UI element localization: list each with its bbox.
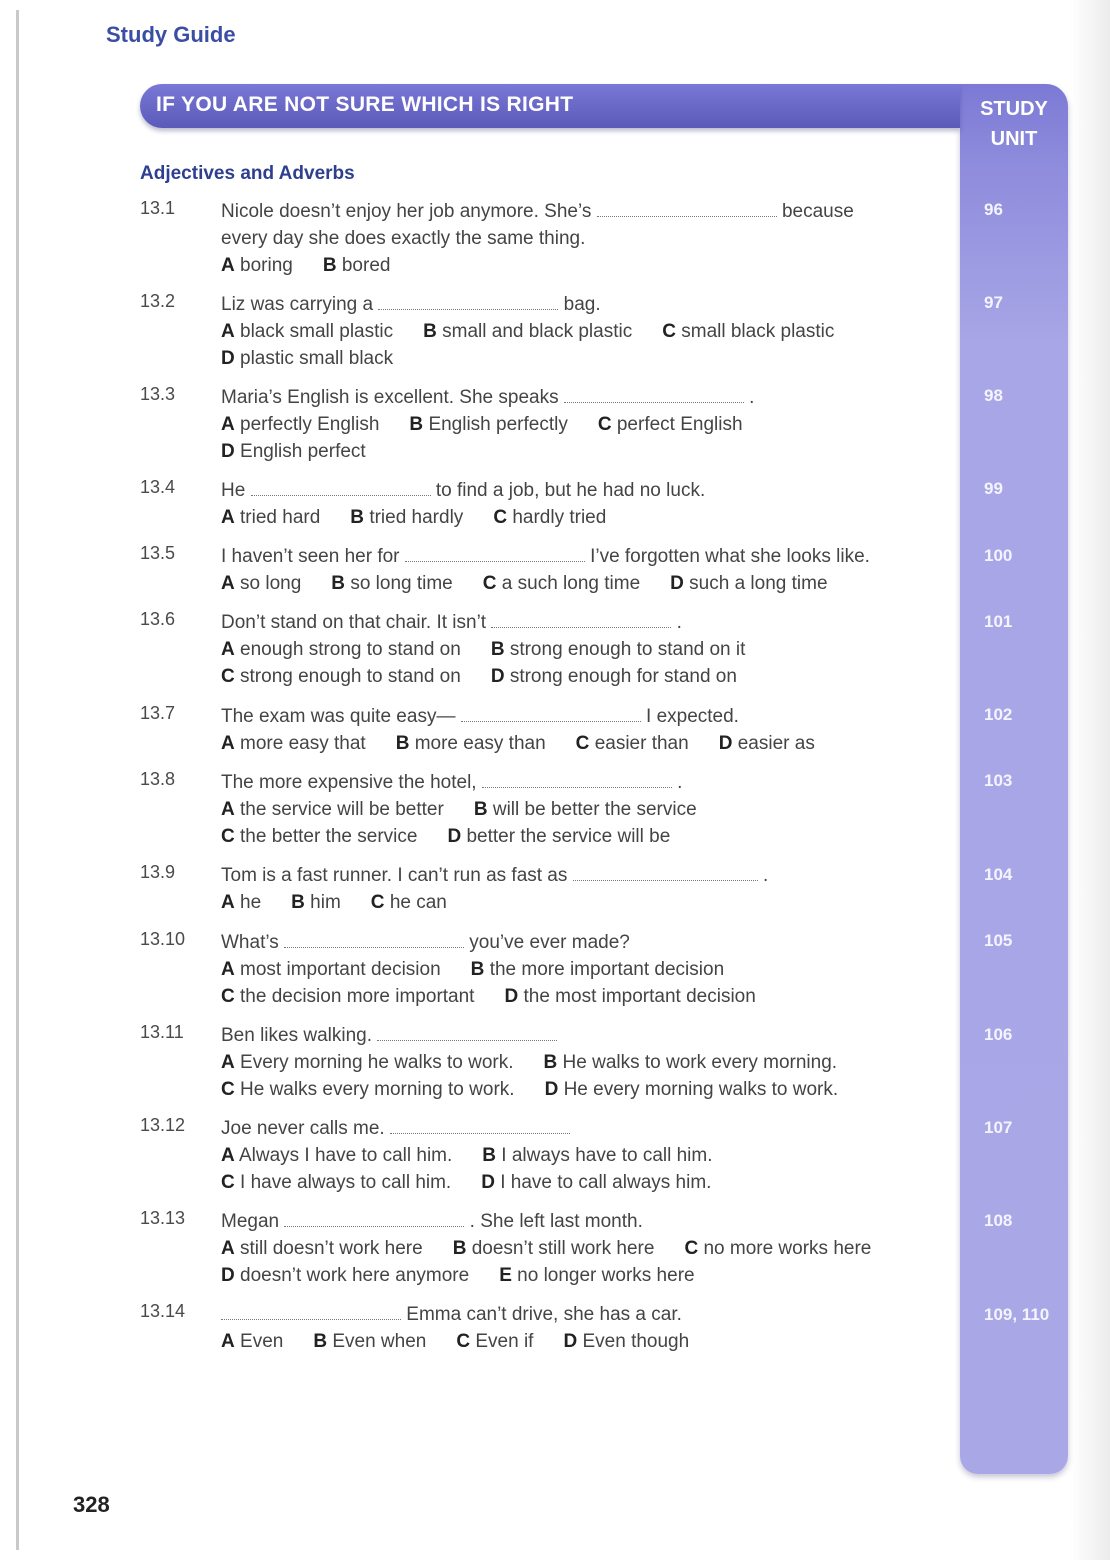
option-letter: B (473, 799, 488, 820)
question-text-continued: I expected. (646, 706, 739, 727)
options-row (221, 730, 921, 757)
exercise-number: 13.3 (140, 384, 176, 404)
option-letter: A (221, 573, 235, 594)
answer-option[interactable] (684, 1235, 871, 1262)
option-letter: A (221, 1052, 235, 1073)
option-letter: C (221, 986, 235, 1007)
answer-option[interactable] (396, 730, 546, 757)
answer-blank[interactable] (482, 773, 672, 788)
answer-option[interactable] (409, 411, 567, 438)
answer-option[interactable] (719, 730, 815, 757)
option-letter: A (221, 1238, 235, 1259)
answer-blank[interactable] (284, 1212, 464, 1227)
option-text: perfectly English (240, 414, 380, 435)
question-line (221, 1115, 921, 1142)
exercise-number: 13.2 (140, 291, 176, 311)
question-text-continued: to find a job, but he had no luck. (435, 480, 706, 501)
exercise-number: 13.10 (140, 929, 186, 949)
study-unit-reference[interactable]: 97 (984, 293, 1003, 312)
study-unit-reference[interactable]: 106 (984, 1025, 1013, 1044)
option-text: no more works here (703, 1238, 872, 1259)
question-line (221, 703, 921, 730)
option-letter: D (221, 441, 235, 462)
question-line (221, 291, 921, 318)
question-text: Joe never calls me. (221, 1118, 385, 1139)
study-unit-header (960, 94, 1068, 154)
options-row (221, 1076, 921, 1103)
option-text: easier than (594, 733, 689, 754)
option-text: strong enough to stand on it (509, 639, 746, 660)
option-letter: C (575, 733, 590, 754)
answer-blank[interactable] (573, 866, 758, 881)
question-text: The exam was quite easy— (221, 706, 456, 727)
question-line (221, 1208, 921, 1235)
options-row (221, 252, 921, 279)
answer-option[interactable] (491, 636, 746, 663)
answer-option[interactable] (563, 1328, 689, 1355)
answer-option[interactable] (483, 570, 640, 597)
option-letter: D (670, 573, 684, 594)
exercise-number: 13.1 (140, 198, 176, 218)
option-text: easier as (737, 733, 815, 754)
option-text: he can (389, 892, 447, 913)
exercise-body (221, 384, 921, 465)
question-text-continued: . (762, 865, 769, 886)
option-letter: C (482, 573, 497, 594)
answer-blank[interactable] (378, 295, 558, 310)
options-row (221, 411, 921, 438)
option-text: him (310, 892, 341, 913)
exercise-number: 13.7 (140, 703, 176, 723)
options-row (221, 663, 921, 690)
answer-option[interactable] (453, 1235, 655, 1262)
answer-option[interactable] (221, 1142, 452, 1169)
answer-option[interactable] (221, 1262, 469, 1289)
study-unit-reference[interactable]: 100 (984, 546, 1013, 565)
option-text: tried hard (240, 507, 321, 528)
question-text-continued: . (677, 772, 683, 793)
question-text-continued: . (676, 612, 682, 633)
options-row (221, 823, 921, 850)
section-heading: Adjectives and Adverbs (140, 163, 355, 184)
study-unit-reference[interactable]: 105 (984, 931, 1013, 950)
question-text-continued: I’ve forgotten what she looks like. (590, 546, 870, 567)
option-letter: C (684, 1238, 699, 1259)
question-line-2: every day she does exactly the same thing. (221, 228, 586, 249)
option-letter: D (718, 733, 733, 754)
option-text: small and black plastic (442, 321, 633, 342)
answer-blank[interactable] (390, 1119, 570, 1134)
answer-option[interactable] (221, 889, 261, 916)
answer-option[interactable] (221, 1328, 283, 1355)
option-text: tried hardly (369, 507, 464, 528)
option-text: English perfect (240, 441, 366, 462)
answer-option[interactable] (447, 823, 670, 850)
option-text: boring (240, 255, 293, 276)
option-letter: B (291, 892, 305, 913)
question-line (221, 862, 921, 889)
study-unit-header-line-1: STUDY (980, 98, 1048, 120)
option-text: bored (341, 255, 391, 276)
option-letter: B (331, 573, 346, 594)
option-letter: C (221, 1079, 235, 1100)
question-line (221, 769, 921, 796)
answer-blank[interactable] (491, 613, 671, 628)
page-gutter-shadow (1070, 0, 1110, 1560)
answer-option[interactable] (221, 438, 366, 465)
option-letter: A (221, 892, 235, 913)
option-letter: A (221, 1145, 235, 1166)
answer-option[interactable] (221, 1049, 514, 1076)
study-unit-reference[interactable]: 99 (984, 479, 1003, 498)
option-text: Always I have to call him. (238, 1145, 453, 1166)
study-unit-column (960, 84, 1068, 1474)
option-text: a such long time (501, 573, 641, 594)
option-text: Even when (332, 1331, 427, 1352)
option-text: so long (240, 573, 302, 594)
option-letter: B (313, 1331, 328, 1352)
option-text: black small plastic (240, 321, 394, 342)
answer-option[interactable] (576, 730, 689, 757)
option-letter: D (221, 348, 235, 369)
options-row (221, 796, 921, 823)
options-row (221, 438, 921, 465)
answer-blank[interactable] (597, 202, 777, 217)
options-row (221, 956, 921, 983)
option-letter: A (221, 1331, 235, 1352)
exercise-body (221, 769, 921, 850)
option-text: no longer works here (517, 1265, 695, 1286)
exercise-number: 13.9 (140, 862, 176, 882)
question-text: What’s (221, 932, 279, 953)
option-letter: B (423, 321, 437, 342)
study-unit-reference[interactable]: 96 (984, 200, 1003, 219)
option-text: English perfectly (428, 414, 568, 435)
question-text-continued: you’ve ever made? (469, 932, 630, 953)
option-letter: B (350, 507, 365, 528)
options-row (221, 345, 921, 372)
option-letter: A (221, 321, 235, 342)
answer-option[interactable] (221, 796, 444, 823)
question-text: Maria’s English is excellent. She speaks (221, 387, 559, 408)
option-letter: B (490, 639, 505, 660)
option-text: Even if (475, 1331, 534, 1352)
option-letter: B (543, 1052, 558, 1073)
answer-option[interactable] (221, 504, 320, 531)
option-letter: C (493, 507, 508, 528)
exercise-body (221, 703, 921, 757)
option-letter: C (221, 826, 235, 847)
exercise-number: 13.4 (140, 477, 176, 497)
answer-option[interactable] (221, 663, 461, 690)
study-unit-reference[interactable]: 102 (984, 705, 1013, 724)
question-line (221, 1022, 921, 1049)
option-letter: D (544, 1079, 559, 1100)
option-text: the decision more important (240, 986, 475, 1007)
option-letter: E (499, 1265, 512, 1286)
exercise-body (221, 862, 921, 916)
answer-blank[interactable] (564, 388, 744, 403)
option-text: Every morning he walks to work. (240, 1052, 514, 1073)
option-letter: D (490, 666, 505, 687)
answer-option[interactable] (504, 983, 755, 1010)
question-text: I haven’t seen her for (221, 546, 400, 567)
study-unit-reference[interactable]: 103 (984, 771, 1013, 790)
answer-option[interactable] (423, 318, 632, 345)
options-row (221, 318, 921, 345)
option-text: I always have to call him. (501, 1145, 713, 1166)
options-row (221, 1169, 921, 1196)
option-letter: D (221, 1265, 235, 1286)
question-text: Don’t stand on that chair. It isn’t (221, 612, 487, 633)
answer-blank[interactable] (461, 707, 641, 722)
question-text: Tom is a fast runner. I can’t run as fast as (221, 865, 568, 886)
exercise-body (221, 1022, 921, 1103)
option-text: plastic small black (240, 348, 394, 369)
running-head: Study Guide (106, 22, 236, 47)
question-line (221, 543, 921, 570)
answer-option[interactable] (221, 318, 393, 345)
study-unit-reference[interactable]: 98 (984, 386, 1003, 405)
question-line (221, 477, 921, 504)
option-text: strong enough for stand on (509, 666, 737, 687)
options-row (221, 1142, 921, 1169)
question-text: He (221, 480, 246, 501)
option-letter: A (221, 414, 235, 435)
exercise-number: 13.13 (140, 1208, 186, 1228)
option-letter: B (322, 255, 337, 276)
option-letter: A (221, 799, 235, 820)
answer-option[interactable] (662, 318, 834, 345)
answer-option[interactable] (544, 1049, 838, 1076)
options-row (221, 570, 921, 597)
answer-option[interactable] (291, 889, 341, 916)
question-text-continued: . She left last month. (469, 1211, 643, 1232)
answer-option[interactable] (221, 1076, 515, 1103)
answer-blank[interactable] (377, 1026, 557, 1041)
answer-option[interactable] (491, 663, 737, 690)
option-letter: D (504, 986, 519, 1007)
answer-option[interactable] (350, 504, 463, 531)
option-text: doesn’t still work here (471, 1238, 655, 1259)
answer-option[interactable] (221, 411, 379, 438)
answer-option[interactable] (474, 796, 697, 823)
option-text: Even though (582, 1331, 690, 1352)
question-text: Liz was carrying a (221, 294, 374, 315)
option-letter: C (597, 414, 612, 435)
answer-option[interactable] (221, 636, 461, 663)
exercise-body (221, 198, 921, 279)
answer-option[interactable] (545, 1076, 839, 1103)
study-unit-reference[interactable]: 104 (984, 865, 1013, 884)
study-unit-header-line-2: UNIT (990, 128, 1038, 150)
option-letter: A (221, 639, 235, 660)
option-text: He walks every morning to work. (240, 1079, 515, 1100)
answer-blank[interactable] (284, 933, 464, 948)
options-row (221, 1328, 921, 1355)
study-unit-reference[interactable]: 107 (984, 1118, 1013, 1137)
option-text: doesn’t work here anymore (240, 1265, 470, 1286)
answer-option[interactable] (221, 1169, 451, 1196)
option-text: he (240, 892, 262, 913)
exercise-body (221, 1301, 921, 1355)
exercise-number: 13.6 (140, 609, 176, 629)
option-letter: D (563, 1331, 578, 1352)
option-letter: B (452, 1238, 467, 1259)
exercise-number: 13.11 (140, 1022, 184, 1042)
option-letter: C (662, 321, 676, 342)
question-line (221, 1301, 921, 1328)
answer-option[interactable] (221, 730, 366, 757)
banner-title: IF YOU ARE NOT SURE WHICH IS RIGHT (156, 93, 574, 116)
option-text: still doesn’t work here (240, 1238, 423, 1259)
answer-option[interactable] (482, 1142, 712, 1169)
study-unit-reference[interactable]: 101 (984, 612, 1013, 631)
option-letter: A (221, 959, 235, 980)
answer-blank[interactable] (405, 547, 585, 562)
option-text: perfect English (616, 414, 743, 435)
answer-option[interactable] (323, 252, 391, 279)
options-row (221, 504, 921, 531)
option-text: the better the service (240, 826, 418, 847)
page-number: 328 (73, 1492, 110, 1517)
option-text: more easy than (414, 733, 546, 754)
question-text-continued: Emma can’t drive, she has a car. (406, 1304, 682, 1325)
option-text: the most important decision (523, 986, 756, 1007)
answer-option[interactable] (221, 345, 393, 372)
answer-option[interactable] (221, 1235, 423, 1262)
answer-option[interactable] (670, 570, 827, 597)
option-text: I have to call always him. (500, 1172, 712, 1193)
option-text: enough strong to stand on (240, 639, 461, 660)
answer-option[interactable] (456, 1328, 533, 1355)
option-text: He every morning walks to work. (563, 1079, 839, 1100)
answer-option[interactable] (221, 823, 417, 850)
option-text: more easy that (240, 733, 366, 754)
study-unit-reference[interactable]: 108 (984, 1211, 1013, 1230)
answer-option[interactable] (499, 1262, 694, 1289)
question-line (221, 198, 921, 225)
option-text: Even (240, 1331, 284, 1352)
question-text-continued: . (749, 387, 755, 408)
option-text: will be better the service (492, 799, 697, 820)
exercise-body (221, 543, 921, 597)
option-letter: B (409, 414, 424, 435)
option-letter: C (221, 666, 235, 687)
option-text: the service will be better (240, 799, 444, 820)
page-edge-rule (16, 10, 19, 1550)
question-line (221, 609, 921, 636)
exercise-number: 13.8 (140, 769, 176, 789)
option-text: He walks to work every morning. (562, 1052, 838, 1073)
exercise-number: 13.14 (140, 1301, 186, 1321)
options-row (221, 1049, 921, 1076)
answer-option[interactable] (331, 570, 452, 597)
answer-option[interactable] (221, 956, 441, 983)
question-text: Megan (221, 1211, 280, 1232)
answer-option[interactable] (221, 252, 293, 279)
exercise-body (221, 477, 921, 531)
option-letter: C (370, 892, 385, 913)
answer-option[interactable] (471, 956, 724, 983)
option-letter: A (221, 255, 235, 276)
question-line (221, 929, 921, 956)
option-text: so long time (350, 573, 453, 594)
question-text: Ben likes walking. (221, 1025, 373, 1046)
exercise-body (221, 609, 921, 690)
answer-blank[interactable] (221, 1305, 401, 1320)
option-text: most important decision (240, 959, 441, 980)
question-line (221, 384, 921, 411)
option-letter: C (221, 1172, 235, 1193)
option-letter: B (395, 733, 410, 754)
options-row (221, 1235, 921, 1262)
option-letter: D (447, 826, 462, 847)
option-letter: A (221, 507, 235, 528)
question-text: The more expensive the hotel, (221, 772, 477, 793)
option-text: I have always to call him. (240, 1172, 452, 1193)
option-letter: C (456, 1331, 471, 1352)
answer-option[interactable] (481, 1169, 711, 1196)
question-text: Nicole doesn’t enjoy her job anymore. She’s (221, 201, 592, 222)
answer-option[interactable] (221, 570, 301, 597)
answer-option[interactable] (598, 411, 743, 438)
option-letter: B (482, 1145, 497, 1166)
option-text: the more important decision (489, 959, 725, 980)
options-row (221, 889, 921, 916)
answer-blank[interactable] (251, 481, 431, 496)
option-text: hardly tried (512, 507, 607, 528)
option-letter: A (221, 733, 235, 754)
question-text-continued: bag. (563, 294, 601, 315)
answer-option[interactable] (221, 983, 474, 1010)
study-unit-reference[interactable]: 109, 110 (984, 1305, 1050, 1324)
answer-option[interactable] (313, 1328, 426, 1355)
option-letter: B (470, 959, 485, 980)
exercise-number: 13.5 (140, 543, 176, 563)
section-banner (140, 84, 960, 128)
option-letter: D (481, 1172, 495, 1193)
exercise-body (221, 929, 921, 1010)
options-row (221, 636, 921, 663)
options-row (221, 983, 921, 1010)
exercise-body (221, 291, 921, 372)
option-text: such a long time (689, 573, 828, 594)
options-row (221, 1262, 921, 1289)
answer-option[interactable] (493, 504, 606, 531)
option-text: small black plastic (681, 321, 835, 342)
answer-option[interactable] (371, 889, 447, 916)
question-text-continued: because (781, 201, 854, 222)
exercise-body (221, 1115, 921, 1196)
option-text: strong enough to stand on (240, 666, 461, 687)
exercise-body (221, 1208, 921, 1289)
exercise-number: 13.12 (140, 1115, 186, 1135)
option-text: better the service will be (466, 826, 671, 847)
